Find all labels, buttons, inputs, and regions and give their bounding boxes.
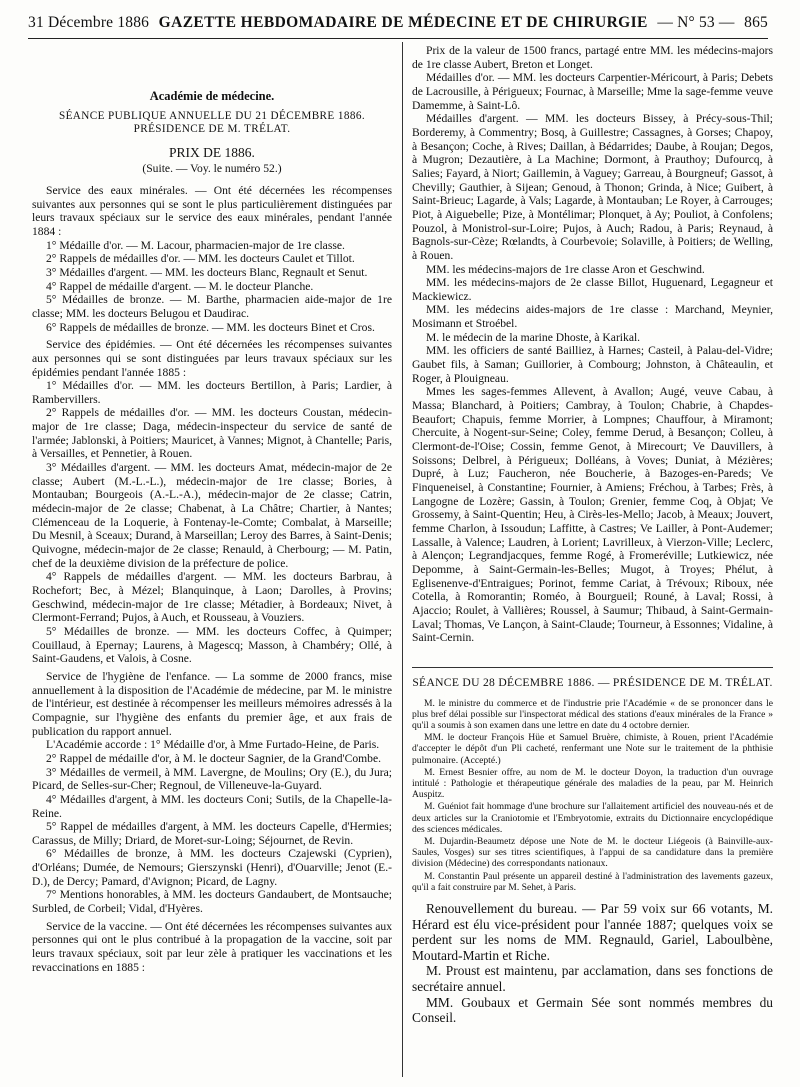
- bureau-paragraph: M. Proust est maintenu, par acclamation, dans ses fonctions de secrétaire annuel.: [412, 963, 773, 994]
- prix-heading: PRIX DE 1886.: [169, 144, 255, 160]
- correspondence-item: MM. le docteur François Hüe et Samuel Bruère, chimiste, à Rouen, prient l'Académie d'accepter le dépôt d'un Pli cacheté, renfermant une Note sur le traitement de la phthisie pulmonaire. (Accepté.): [412, 732, 773, 766]
- section-title: Académie de médecine.: [149, 89, 275, 103]
- correspondence-block: [412, 698, 773, 893]
- paragraph: 6° Médailles de bronze, à MM. les docteurs Czajewski (Cyprien), d'Orléans; Dumée, de Nemours; Gierszynski (Henri), d'Ouarville; Jenot (E.-D.), de Dercy; Pamard, d'Avignon; Picard, de Lagny.: [32, 847, 392, 888]
- paragraph: 5° Médailles de bronze. — MM. les docteurs Coffec, à Quimper; Couillaud, à Epernay; Laurens, à Magescq; Masson, à Chambéry; Ollé, à Saint-Gaudens, et Valois, à Cosne.: [32, 624, 392, 666]
- paragraph: 5° Rappel de médailles d'argent, à MM. les docteurs Capelle, d'Hermies; Carassus, de Milly; Driard, de Moret-sur-Loing; Séjournet, de Revin.: [32, 820, 392, 847]
- paragraph: MM. les médecins aides-majors de 1re classe : Marchand, Meynier, Mosimann et Stroébel.: [412, 303, 773, 331]
- bureau-paragraph: MM. Goubaux et Germain Sée sont nommés membres du Conseil.: [412, 994, 773, 1026]
- journal-title: GAZETTE HEBDOMADAIRE DE MÉDECINE ET DE CHIRURGIE: [158, 14, 648, 31]
- section-divider: [412, 667, 773, 668]
- paragraph: Mmes les sages-femmes Allevent, à Avallon; Augé, veuve Cabau, à Massa; Blanchard, à Poitiers; Cambray, à Toulon; Chabrie, à Chapdes-Beaufort; Chapuis, femme Morrier, à Lompnes; Chauffour, à Miramont; Chercuite, à Nogent-sur-Seine; Coley, femme Derud, à Besançon; Colleu, à Clermont-de-l'Oise; Cossin, femme Genot, à Mirecourt; Ve Dauvillers, à Soissons; Delbrel, à Périgueux; Dolléans, à Voves; Duniat, à Mézières; Dupré, à Luz; Faucheron, née Boucherie, à Bazoges-en-Pareds; Ve Finqueneisel, à Constantine; Fournier, à Amiens; Fréchou, à Tarbes; Frès, à Langogne de Lozère; Gassin, à Toulon; Grenier, femme Coq, à Objat; Ve Grossemy, à Saint-Quentin; Heu, à Cirès-les-Mello; Jacob, à Meaux; Jouvert, femme Charlon, à Issoudun; Laffitte, à Castres; Ve Lailler, à Pont-Audemer; Lassalle, à Valence; Laudren, à Lorient; Lavrilleux, à Vierzon-Ville; Leclerc, à Alençon; Legrandjacques, femme Rogé, à Fromeréville; Lutkiewicz, née Depomme, à Saint-Germain-les-Belles; Mugot, à Troyes; Phélut, à Eglisenenve-d'Entraigues; Porinot, femme Cariat, à Trévoux; Riboux, née Cotella, à Romorantin; Roméo, à Bourgueil; Rouné, à Laval; Rossi, à Ajaccio; Roulet, à Vallières; Roussel, à Saumur; Thibaud, à Saint-Germain-Laval; Thomas, Ve Lançon, à Saint-Claude; Tourneur, à Essonnes; Vidaline, à Saint-Cernin.: [412, 385, 773, 645]
- right-column: [412, 44, 773, 1087]
- paragraph: MM. les officiers de santé Bailliez, à Harnes; Casteil, à Palau-del-Vidre; Gaubet fils, à Saman; Guillorier, à Combourg; Johnston, à Châteaulin, et Roger, à Plouigneau.: [412, 344, 773, 385]
- paragraph: 2° Rappel de médaille d'or, à M. le docteur Sagnier, de la Grand'Combe.: [46, 751, 381, 765]
- paragraph: 7° Mentions honorables, à MM. les docteurs Gandaubert, de Montsauche; Surbled, de Corbeil; Vidal, d'Hyères.: [32, 888, 392, 916]
- paragraph: 2° Rappels de médailles d'or. — MM. les docteurs Coustan, médecin-major de 1re classe; Daga, médecin-inspecteur du service de santé de l'armée; Jablonski, à Poitiers; Mauricet, à Vannes; Mignot, à Chantelle; Paris, à Versailles, et Pennetier, à Rouen.: [32, 406, 392, 461]
- correspondence-item: M. Ernest Besnier offre, au nom de M. le docteur Doyon, la traduction d'un ouvrage intitulé : Pathologie et thérapeutique générale des maladies de la peau, par M. Heinrich Auspitz.: [412, 766, 773, 801]
- paragraph: Médailles d'argent. — MM. les docteurs Bissey, à Précy-sous-Thil; Borderemy, à Commentry; Bosq, à Guillestre; Cassagnes, à Gorses; Chapoy, à Besançon; Coche, à Rives; Daillan, à Bédarrides; Daube, à Roujan; Degos, à Mugron; Dezautière, à La Machine; Dormont, à Prauthoy; Dufourcq, à Salies; Fayard, à Niort; Gaillemin, à Vaguey; Garreau, à Bourgneuf; Gassot, à Chevilly; Gauthier, à Sijean; Genoud, à Thonon; Grinda, à Nice; Guibert, à Saint-Brieuc; Lagarde, à Vals; Lagarde, à Montauban; Le Royer, à Carrouges; Piot, à Aiguebelle; Pize, à Montélimar; Plonquet, à Ay; Pouliot, à Confolens; Pouzol, à Monistrol-sur-Loire; Pujos, à Auch; Radou, à Paris; Reynaud, à Bagnols-sur-Cèze; Rœlandts, à Courbevoie; Solaville, à Poitiers; de Welling, à Rouen.: [412, 112, 773, 262]
- correspondence-item: M. le ministre du commerce et de l'industrie prie l'Académie « de se prononcer dans le plus bref délai possible sur l'inspectorat médical des stations d'eaux minérales de la France » qu'il a soumis à son examen dans une lettre en date du 4 octobre dernier.: [412, 697, 773, 731]
- paragraph: Prix de la valeur de 1500 francs, partagé entre MM. les médecins-majors de 1re classe Aubert, Breton et Longet.: [412, 44, 773, 71]
- paragraph: Service des épidémies. — Ont été décernées les récompenses suivantes aux personnes qui se sont distinguées par leurs travaux spéciaux sur les épidémies pendant l'année 1885 :: [32, 338, 392, 379]
- session-heading: SÉANCE DU 28 DÉCEMBRE 1886. — PRÉSIDENCE DE M. TRÉLAT.: [412, 675, 773, 689]
- correspondence-item: M. Guéniot fait hommage d'une brochure sur l'allaitement artificiel des nouveau-nés et de deux articles sur la Craniotomie et l'Embryotomie, extraits du Dictionnaire encyclopédique des sciences médicales.: [412, 801, 773, 835]
- seance-heading: SÉANCE PUBLIQUE ANNUELLE DU 21 DÉCEMBRE 1886.: [58, 109, 366, 122]
- paragraph: 3° Médailles d'argent. — MM. les docteurs Amat, médecin-major de 2e classe; Aubert (M.-L.-L.), médecin-major de 1re classe; Bories, à Montauban; Bourgeois (A.-L.-A.), médecin-major de 2e classe; Catrin, médecin-major de 2e classe; Chabenat, à La Châtre; Chartier, à Nantes; Clémenceau de la Loquerie, à Fontenay-le-Comte; Combalat, à Marseille; Du Mesnil, à Sceaux; Durand, à Marseillan; Leroy des Barres, à Saint-Denis; Quivogne, médecin-major de 2e classe; Renauld, à Cherbourg; — M. Patin, chef de la deuxième division de la préfecture de police.: [32, 461, 392, 570]
- paragraph: 3° Médailles de vermeil, à MM. Lavergne, de Moulins; Ory (E.), du Jura; Picard, de Selles-sur-Cher; Regnoul, de Villeneuve-la-Guyard.: [32, 765, 392, 793]
- paragraph: 2° Rappels de médailles d'or. — MM. les docteurs Caulet et Tillot.: [46, 252, 355, 266]
- paragraph: MM. les médecins-majors de 1re classe Aron et Geschwind.: [426, 262, 705, 276]
- paragraph: MM. les médecins-majors de 2e classe Billot, Huguenard, Legagneur et Mackiewicz.: [412, 276, 773, 303]
- paragraph: 1° Médailles d'or. — MM. les docteurs Bertillon, à Paris; Lardier, à Rambervillers.: [32, 379, 392, 406]
- paragraph: 5° Médailles de bronze. — M. Barthe, pharmacien aide-major de 1re classe; MM. les docteurs Belugou et Daudirac.: [32, 293, 392, 320]
- paragraph: L'Académie accorde : 1° Médaille d'or, à Mme Furtado-Heine, de Paris.: [46, 738, 380, 752]
- left-column: [32, 44, 392, 1087]
- paragraph: 4° Rappels de médailles d'argent. — MM. les docteurs Barbrau, à Rochefort; Bec, à Mézel; Blanquinque, à Laon; Darolles, à Provins; Geschwind, médecin-major de 1re classe; Métadier, à Bordeaux; Nivet, à Clermont-Ferrand; Pujos, à Auch, et Rousseau, à Vouziers.: [32, 570, 392, 625]
- suite-note: (Suite. — Voy. le numéro 52.): [142, 162, 282, 176]
- paragraph: Service des eaux minérales. — Ont été décernées les récompenses suivantes aux personnes qui se sont le plus particulièrement distinguées par leurs travaux spéciaux sur le service des eaux minérales, pendant l'année 1884 :: [32, 183, 392, 238]
- paragraph: M. le médecin de la marine Dhoste, à Karikal.: [426, 330, 641, 344]
- running-header: [28, 8, 768, 39]
- paragraph: Service de la vaccine. — Ont été décernées les récompenses suivantes aux personnes qui ont le plus contribué à la propagation de la vaccine, soit par leurs travaux spéciaux, soit par leur zèle à pratiquer les vaccinations et les revaccinations en 1885 :: [32, 919, 392, 974]
- paragraph: Service de l'hygiène de l'enfance. — La somme de 2000 francs, mise annuellement à la disposition de l'Académie de médecine, par M. le ministre de l'intérieur, est destinée à récompenser les meilleurs mémoires adressés à la Compagnie, sur l'hygiène des enfants du premier âge, et aux frais de publication du rapport annuel.: [32, 669, 392, 738]
- page-number: 865: [744, 14, 768, 31]
- issue-number: — N° 53 —: [657, 14, 735, 31]
- correspondence-item: M. Dujardin-Beaumetz dépose une Note de M. le docteur Liégeois (à Bainville-aux-Saules, Vosges) sur ses titres scientifiques, à l'appui de sa candidature dans la première division (Médecine) des correspondants nationaux.: [412, 835, 773, 870]
- paragraph: 1° Médaille d'or. — M. Lacour, pharmacien-major de 1re classe.: [46, 238, 345, 252]
- paragraph: 6° Rappels de médailles de bronze. — MM. les docteurs Binet et Cros.: [46, 320, 375, 334]
- bureau-block: [412, 901, 773, 1026]
- paragraph: 4° Rappel de médaille d'argent. — M. le docteur Planche.: [46, 279, 314, 293]
- column-divider: [402, 42, 403, 1077]
- presidence-heading: PRÉSIDENCE DE M. TRÉLAT.: [133, 122, 291, 135]
- issue-date: 31 Décembre 1886: [28, 14, 150, 31]
- paragraph: 4° Médailles d'argent, à MM. les docteurs Coni; Sutils, de la Chapelle-la-Reine.: [32, 792, 392, 820]
- bureau-paragraph: Renouvellement du bureau. — Par 59 voix sur 66 votants, M. Hérard est élu vice-président pour l'année 1887; quelques voix se perdent sur les noms de MM. Regnauld, Gariel, Laboulbène, Moutard-Martin et Riche.: [412, 900, 773, 963]
- correspondence-item: M. Constantin Paul présente un appareil destiné à l'administration des lavements gazeux, qu'il a fait construire par M. Sehet, à Paris.: [412, 870, 773, 893]
- paragraph: Médailles d'or. — MM. les docteurs Carpentier-Méricourt, à Paris; Debets de Lacrousille, à Périgueux; Fournac, à Marseille; Mme la sage-femme veuve Damemme, à Saint-Lô.: [412, 71, 773, 112]
- paragraph: 3° Médailles d'argent. — MM. les docteurs Blanc, Regnault et Senut.: [46, 265, 368, 279]
